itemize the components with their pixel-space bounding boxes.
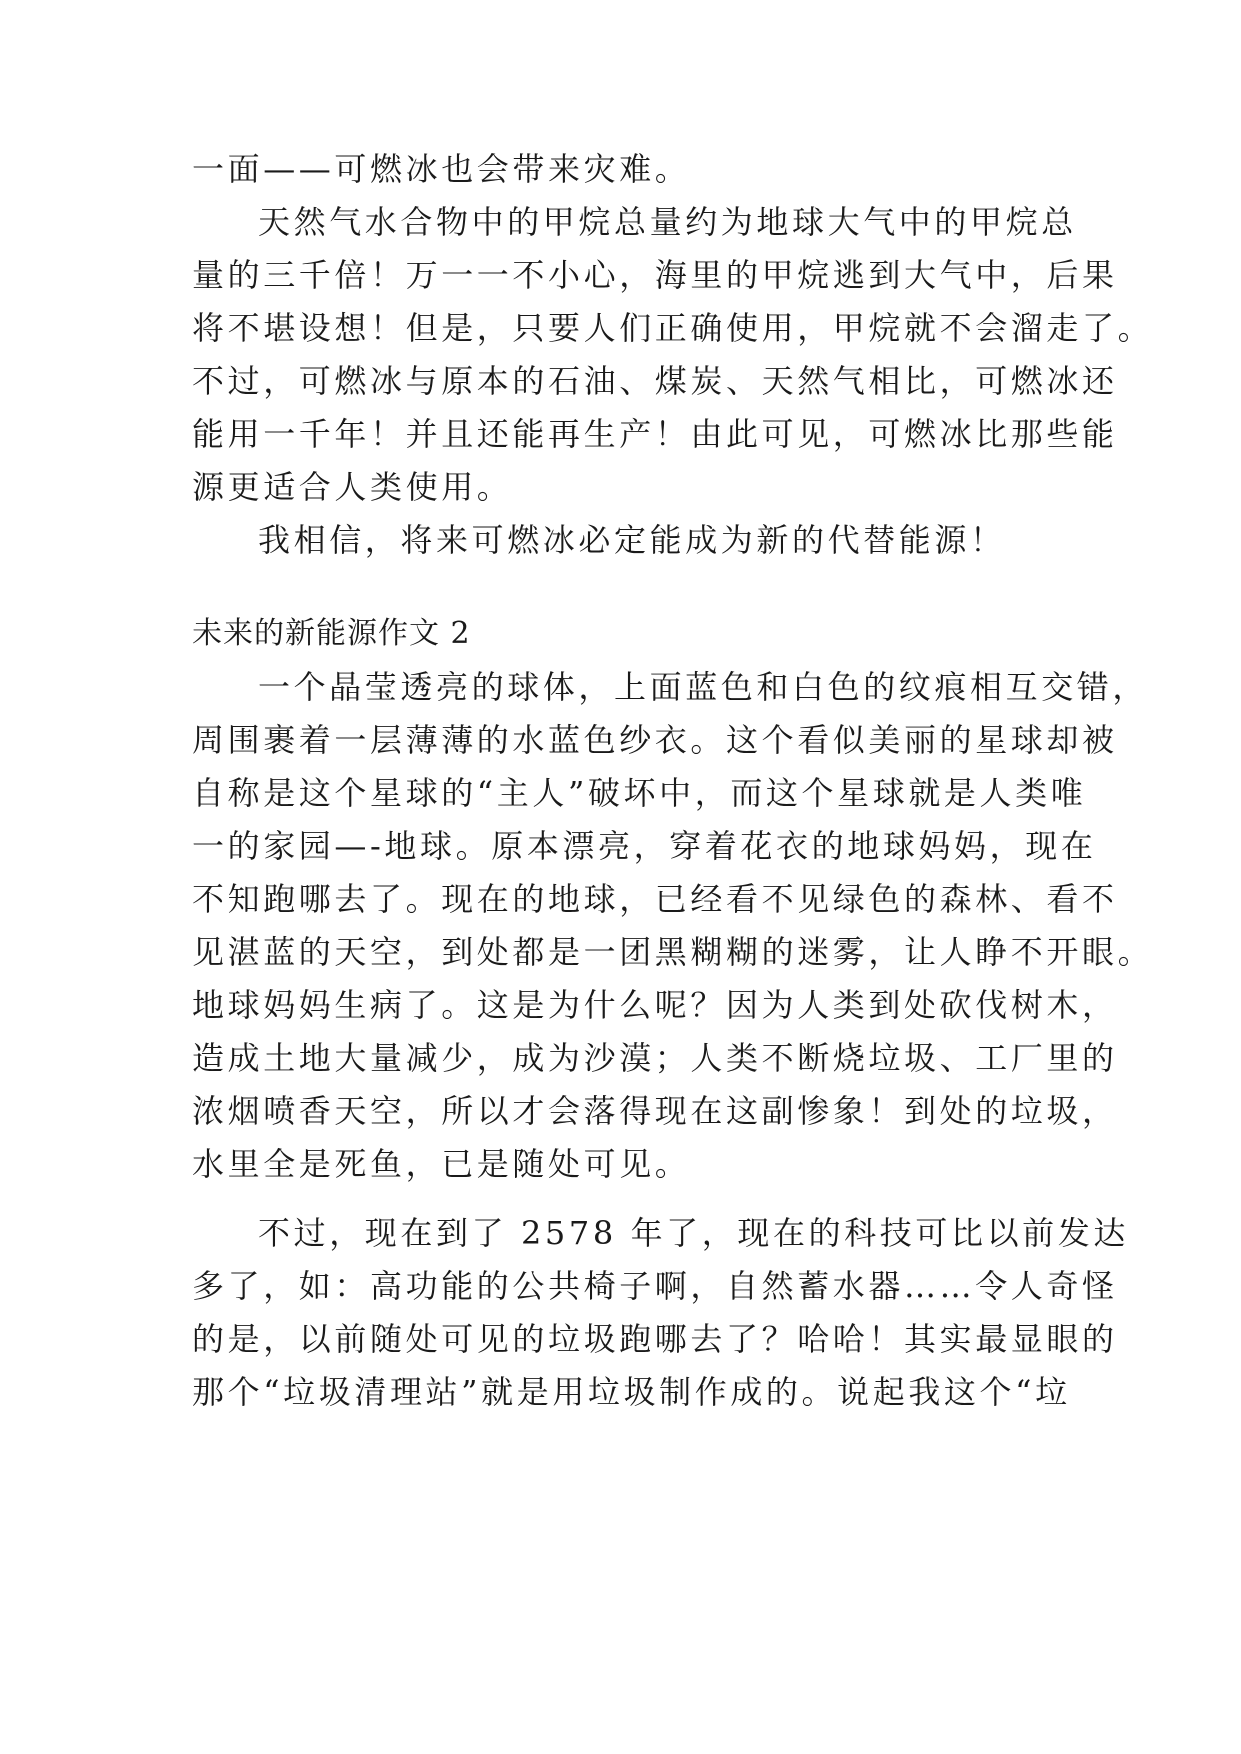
- text-line: 天然气水合物中的甲烷总量约为地球大气中的甲烷总: [258, 203, 1077, 241]
- text-line: 能用一千年！并且还能再生产！由此可见，可燃冰比那些能: [192, 415, 1118, 453]
- text-line: 的是，以前随处可见的垃圾跑哪去了？哈哈！其实最显眼的: [192, 1320, 1118, 1358]
- text-line: 那个“垃圾清理站”就是用垃圾制作成的。说起我这个“垃: [192, 1373, 1071, 1411]
- text-line: 周围裹着一层薄薄的水蓝色纱衣。这个看似美丽的星球却被: [192, 721, 1118, 759]
- section-title: 未来的新能源作文 2: [192, 616, 471, 651]
- text-line: 浓烟喷香天空，所以才会落得现在这副惨象！到处的垃圾，: [192, 1092, 1118, 1130]
- text-line: 一个晶莹透亮的球体，上面蓝色和白色的纹痕相互交错，: [258, 668, 1149, 706]
- text-line: 地球妈妈生病了。这是为什么呢？因为人类到处砍伐树木，: [192, 986, 1118, 1024]
- text-line: 不过，可燃冰与原本的石油、煤炭、天然气相比，可燃冰还: [192, 362, 1118, 400]
- text-line: 一的家园—-地球。原本漂亮，穿着花衣的地球妈妈，现在: [192, 827, 1097, 865]
- text-line: 造成土地大量减少，成为沙漠；人类不断烧垃圾、工厂里的: [192, 1039, 1118, 1077]
- text-line: 不过，现在到了 2578 年了，现在的科技可比以前发达: [258, 1214, 1129, 1252]
- text-line: 自称是这个星球的“主人”破坏中，而这个星球就是人类唯: [192, 774, 1087, 812]
- text-line: 多了，如：高功能的公共椅子啊，自然蓄水器……令人奇怪: [192, 1267, 1118, 1305]
- text-line: 水里全是死鱼，已是随处可见。: [192, 1145, 691, 1183]
- text-line: 我相信，将来可燃冰必定能成为新的代替能源！: [258, 521, 1006, 559]
- text-line: 见湛蓝的天空，到处都是一团黑糊糊的迷雾，让人睁不开眼。: [192, 933, 1154, 971]
- text-line: 一面——可燃冰也会带来灾难。: [192, 150, 691, 188]
- text-line: 将不堪设想！但是，只要人们正确使用，甲烷就不会溜走了。: [192, 309, 1154, 347]
- text-line: 源更适合人类使用。: [192, 468, 513, 506]
- text-line: 量的三千倍！万一一不小心，海里的甲烷逃到大气中，后果: [192, 256, 1118, 294]
- text-line: 不知跑哪去了。现在的地球，已经看不见绿色的森林、看不: [192, 880, 1118, 918]
